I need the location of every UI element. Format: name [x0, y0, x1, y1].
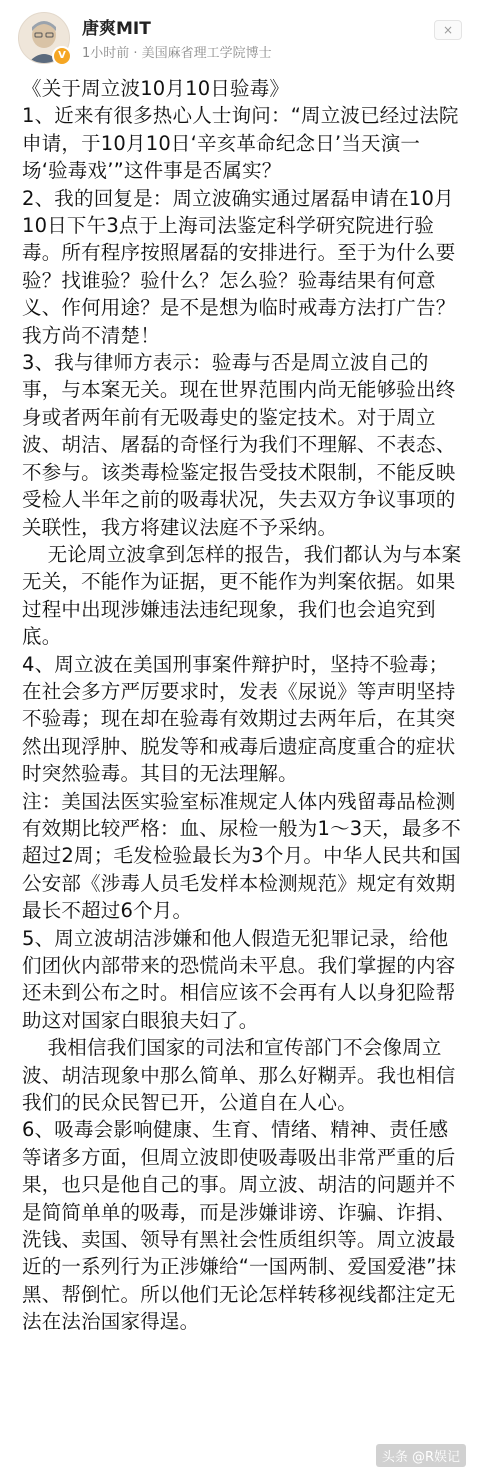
article-note: 注：美国法医实验室标准规定人体内残留毒品检测有效期比较严格：血、尿检一般为1～3天，最多不超过2周；毛发检验最长为3个月。中华人民共和国公安部《涉毒人员毛发样本检测规范》规定有效期最长不超过6个月。 [22, 789, 461, 923]
article-paragraph: 4、周立波在美国刑事案件辩护时，坚持不验毒；在社会多方严厉要求时，发表《尿说》等声明坚持不验毒；现在却在验毒有效期过去两年后，在其突然出现浮肿、脱发等和戒毒后遗症高度重合的症状时突然验毒。其目的无法理解。 [22, 652, 456, 786]
username[interactable]: 唐爽MIT [82, 19, 151, 39]
post-header [0, 0, 480, 74]
article-paragraph: 1、近来有很多热心人士询问：“周立波已经过法院申请，于10月10日‘辛亥革命纪念日’当天演一场‘验毒戏’”这件事是否属实？ [22, 104, 459, 183]
article-paragraph: 3、我与律师方表示：验毒与否是周立波自己的事，与本案无关。现在世界范围内尚无能够验出终身或者两年前有无吸毒史的鉴定技术。对于周立波、胡洁、屠磊的奇怪行为我们不理解、不表态、不参与。该类毒检鉴定报告受技术限制，不能反映受检人半年之前的吸毒状况，失去双方争议事项的关联性，我方将建议法庭不予采纳。 [22, 351, 456, 539]
close-button[interactable]: × [434, 20, 462, 40]
article-paragraph: 我相信我们国家的司法和宣传部门不会像周立波、胡洁现象中那么简单、那么好糊弄。我也相信我们的民众民智已开，公道自在人心。 [22, 1036, 456, 1115]
source-watermark: 头条 @R娱记 [376, 1444, 466, 1467]
article-paragraph: 5、周立波胡洁涉嫌和他人假造无犯罪记录，给他们团伙内部带来的恐慌尚未平息。我们掌握的内容还未到公布之时。相信应该不会再有人以身犯险帮助这对国家白眼狼夫妇了。 [22, 926, 456, 1032]
post-body [22, 75, 464, 1336]
article-paragraph: 无论周立波拿到怎样的报告，我们都认为与本案无关，不能作为证据，更不能作为判案依据。如果过程中出现涉嫌违法违纪现象，我们也会追究到底。 [22, 542, 462, 649]
article-paragraph: 6、吸毒会影响健康、生育、情绪、精神、责任感等诸多方面，但周立波即使吸毒吸出非常严重的后果，也只是他自己的事。周立波、胡洁的问题并不是简简单单的吸毒，而是涉嫌诽谤、诈骗、诈捐、洗钱、卖国、领导有黑社会性质组织等。周立波最近的一系列行为正涉嫌给“一国两制、爱国爱港”抹黑、帮倒忙。所以他们无论怎样转移视线都注定无法在法治国家得逞。 [22, 1118, 457, 1334]
post-meta: 1小时前 · 美国麻省理工学院博士 [82, 46, 272, 61]
article-title: 《关于周立波10月10日验毒》 [22, 77, 290, 100]
verified-badge-icon: V [52, 46, 72, 66]
article-paragraph: 2、我的回复是：周立波确实通过屠磊申请在10月10日下午3点于上海司法鉴定科学研究院进行验毒。所有程序按照屠磊的安排进行。至于为什么要验？找谁验？验什么？怎么验？验毒结果有何意义、作何用途？是不是想为临时戒毒方法打广告？我方尚不清楚！ [22, 186, 456, 347]
